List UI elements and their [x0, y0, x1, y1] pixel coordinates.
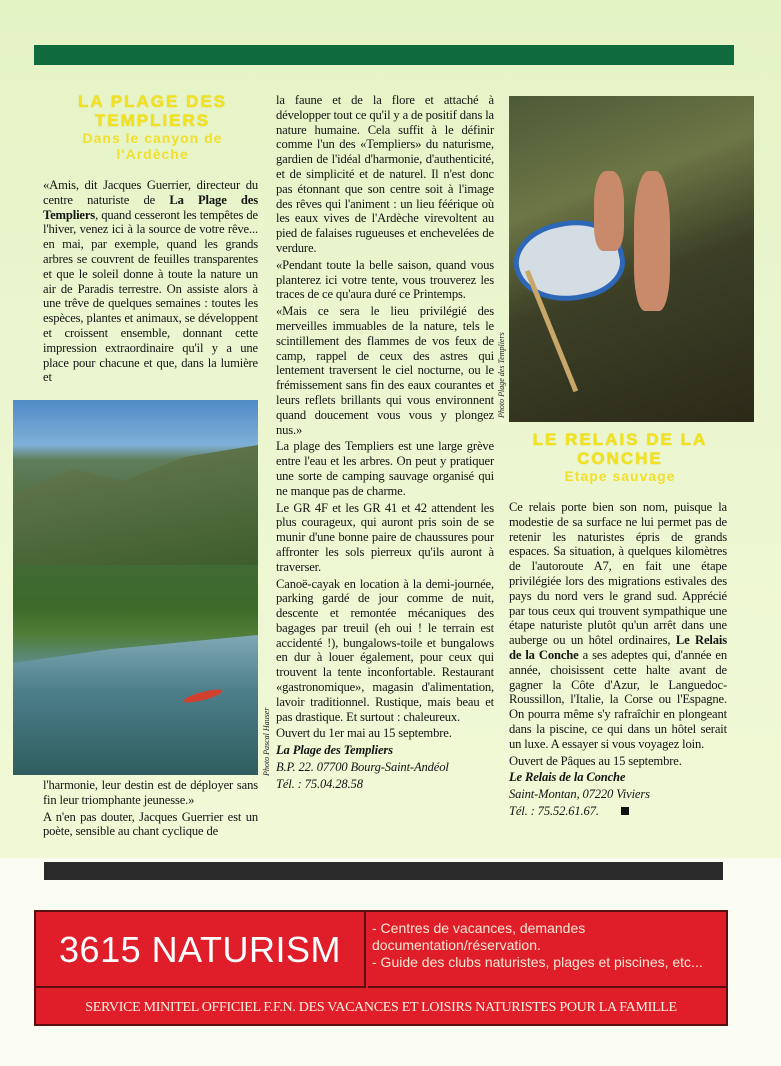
article1-paragraph3: «Pendant toute la belle saison, quand vous planterez ici votre tente, vous trouverez les traces de ce qu'aura duré ce Printemps.	[276, 257, 494, 302]
article1-paragraph2-start: A n'en pas douter, Jacques Guerrier est un poète, sensible au chant cyclique de	[43, 809, 258, 839]
end-square-icon	[621, 807, 629, 815]
article1-column1-continued	[43, 778, 258, 839]
article2-telephone-line	[509, 804, 727, 819]
article1-address-line: B.P. 22. 07700 Bourg-Saint-Andéol	[276, 760, 449, 775]
article2-heading	[515, 430, 725, 484]
ad-footer: SERVICE MINITEL OFFICIEL F.F.N. DES VACANCES ET LOISIRS NATURISTES POUR LA FAMILLE	[85, 1000, 677, 1015]
article1-telephone: Tél. : 75.04.28.58	[276, 776, 363, 791]
ad-headline: 3615 NATURISM	[36, 912, 366, 988]
minitel-ad	[34, 910, 728, 1026]
ad-service-line1: - Centres de vacances, demandes documentation/réservation.	[372, 920, 586, 953]
article2-column	[509, 500, 727, 819]
p1-text-c: l'harmonie, leur destin est de déployer sans fin leur triomphante jeunesse.»	[43, 778, 258, 807]
bottom-black-bar	[44, 862, 723, 880]
person-figure-1	[594, 171, 624, 251]
article1-paragraph6: Le GR 4F et les GR 41 et 42 attendent les plus courageux, qui auront pris soin de se munir d'une bonne paire de chaussures pour affronter les sols pierreux qu'ils auront à traverser.	[276, 500, 494, 574]
article1-paragraph4: «Mais ce sera le lieu privilégié des merveilles immuables de la nature, tels le scintillement des flammes de vos feux de camp, rappel de ceux des astres qui lentement traversent le ciel nocturne, ou le frémissement sans fin des eaux courantes et leurs reflets brillants qui vous environnent quand doucement vous vous y plongez nus.»	[276, 304, 494, 437]
river-photo	[13, 400, 258, 775]
ad-service-line2: - Guide des clubs naturistes, plages et piscines, etc...	[372, 954, 703, 970]
article1-subtitle: Dans le canyon de l'Ardèche	[82, 130, 223, 162]
article2-title: LE RELAIS DE LA CONCHE	[532, 430, 708, 468]
article2-opening-dates: Ouvert de Pâques au 15 septembre.	[509, 753, 682, 768]
article1-opening-dates: Ouvert du 1er mai au 15 septembre.	[276, 726, 452, 741]
cliff-shape	[13, 445, 258, 565]
photo-credit-1: Photo Pascal Hauser	[262, 707, 271, 776]
p1-name: La Plage des Templiers	[43, 192, 258, 222]
ad-services	[368, 912, 728, 988]
article1-paragraph2-end: la faune et de la flore et attaché à développer tout ce qu'il y a de positif dans la nature humaine. Cela suffit à le définir comme l'un des «Templiers» du naturisme, gardien de l'idéal d'harmonie, d'authenticité, et de simplicité et de naturel. Il n'est donc pas étonnant que son centre soit à l'image des rêves qui l'animent : un lieu féérique où les eaux vives de l'Ardèche virevoltent au pied de falaises rugueuses et enchevelées de verdure.	[276, 93, 494, 255]
article2-paragraph1	[509, 500, 727, 752]
article1-paragraph5: La plage des Templiers est une large grève entre l'eau et les arbres. On peut y pratiquer une sorte de camping sauvage organisé qui ne manque pas de charme.	[276, 439, 494, 498]
article2-telephone: Tél. : 75.52.61.67.	[509, 803, 599, 818]
a2-text-a: Ce relais porte bien son nom, puisque la modestie de sa surface ne lui permet pas de retenir les naturistes épris de grands espaces. Sa situation, à quelques kilomètres de l'autoroute A7, en fait une étape privilégiée lors des migrations estivales des pays du nord vers le grand sud. Apprécié par tous ceux qui trouvent sympathique une étape naturiste plutôt qu'un arrêt dans une auberge ou un hôtel ordinaires,	[509, 500, 727, 648]
article2-address-line: Saint-Montan, 07220 Viviers	[509, 787, 650, 802]
article1-heading	[50, 92, 255, 162]
article2-subtitle: Etape sauvage	[564, 468, 676, 484]
article1-paragraph7: Canoë-cayak en location à la demi-journée, parking gardé de jour comme de nuit, descente et remontée mécaniques des bagages par treuil (eh oui ! le terrain est accidenté !), bungalows-toile et bungalows en dur à louer également, pour ceux qui trouvent la tente inconfortable. Restaurant «gastronomique», magasin d'alimentation, lavoir traditionnel. Rustique, mais beau et pas drastique. Et surtout : chaleureux.	[276, 576, 494, 724]
river-water	[13, 635, 258, 775]
article1-column1	[43, 178, 258, 385]
a2-name: Le Relais de la Conche	[509, 633, 727, 662]
photo-credit-2: Photo Plage des Templiers	[497, 332, 506, 418]
article1-column2	[276, 93, 494, 792]
a2-text-b: a ses adeptes qui, d'année en année, choisissent cette halte avant de gagner la Côte d'Azur, le Languedoc-Roussillon, l'Italie, la Corse ou l'Espagne. On pourra même s'y rafraîchir en plongeant dans la piscine, ce qui dans un hôtel serait un luxe. A essayer si vous voyagez loin.	[509, 647, 728, 751]
p1-text-a: «Amis, dit Jacques Guerrier, directeur du centre naturiste de	[43, 178, 258, 207]
article1-title: LA PLAGE DES TEMPLIERS	[78, 92, 227, 130]
article1-address-name: La Plage des Templiers	[276, 743, 393, 758]
top-green-rule	[34, 45, 734, 65]
article1-paragraph1	[43, 178, 258, 385]
p1-text-b: , quand cesseront les tempêtes de l'hiver, venez ici à la source de votre rêve... en mai, par exemple, quand les grands arbres se couvrent de feuilles transparentes et que le soleil donne à toute la nature un air de Paradis terrestre. On assiste alors à une trêve de quelques semaines : toutes les espèces, plantes et animaux, se développent et croissent ensemble, donnant cette impression extraordinaire qu'il y a une place pour chacune et que, dans la lumière et	[43, 207, 258, 385]
person-figure-2	[634, 171, 670, 311]
article2-address-name: Le Relais de la Conche	[509, 770, 626, 785]
boat-photo	[509, 96, 754, 422]
